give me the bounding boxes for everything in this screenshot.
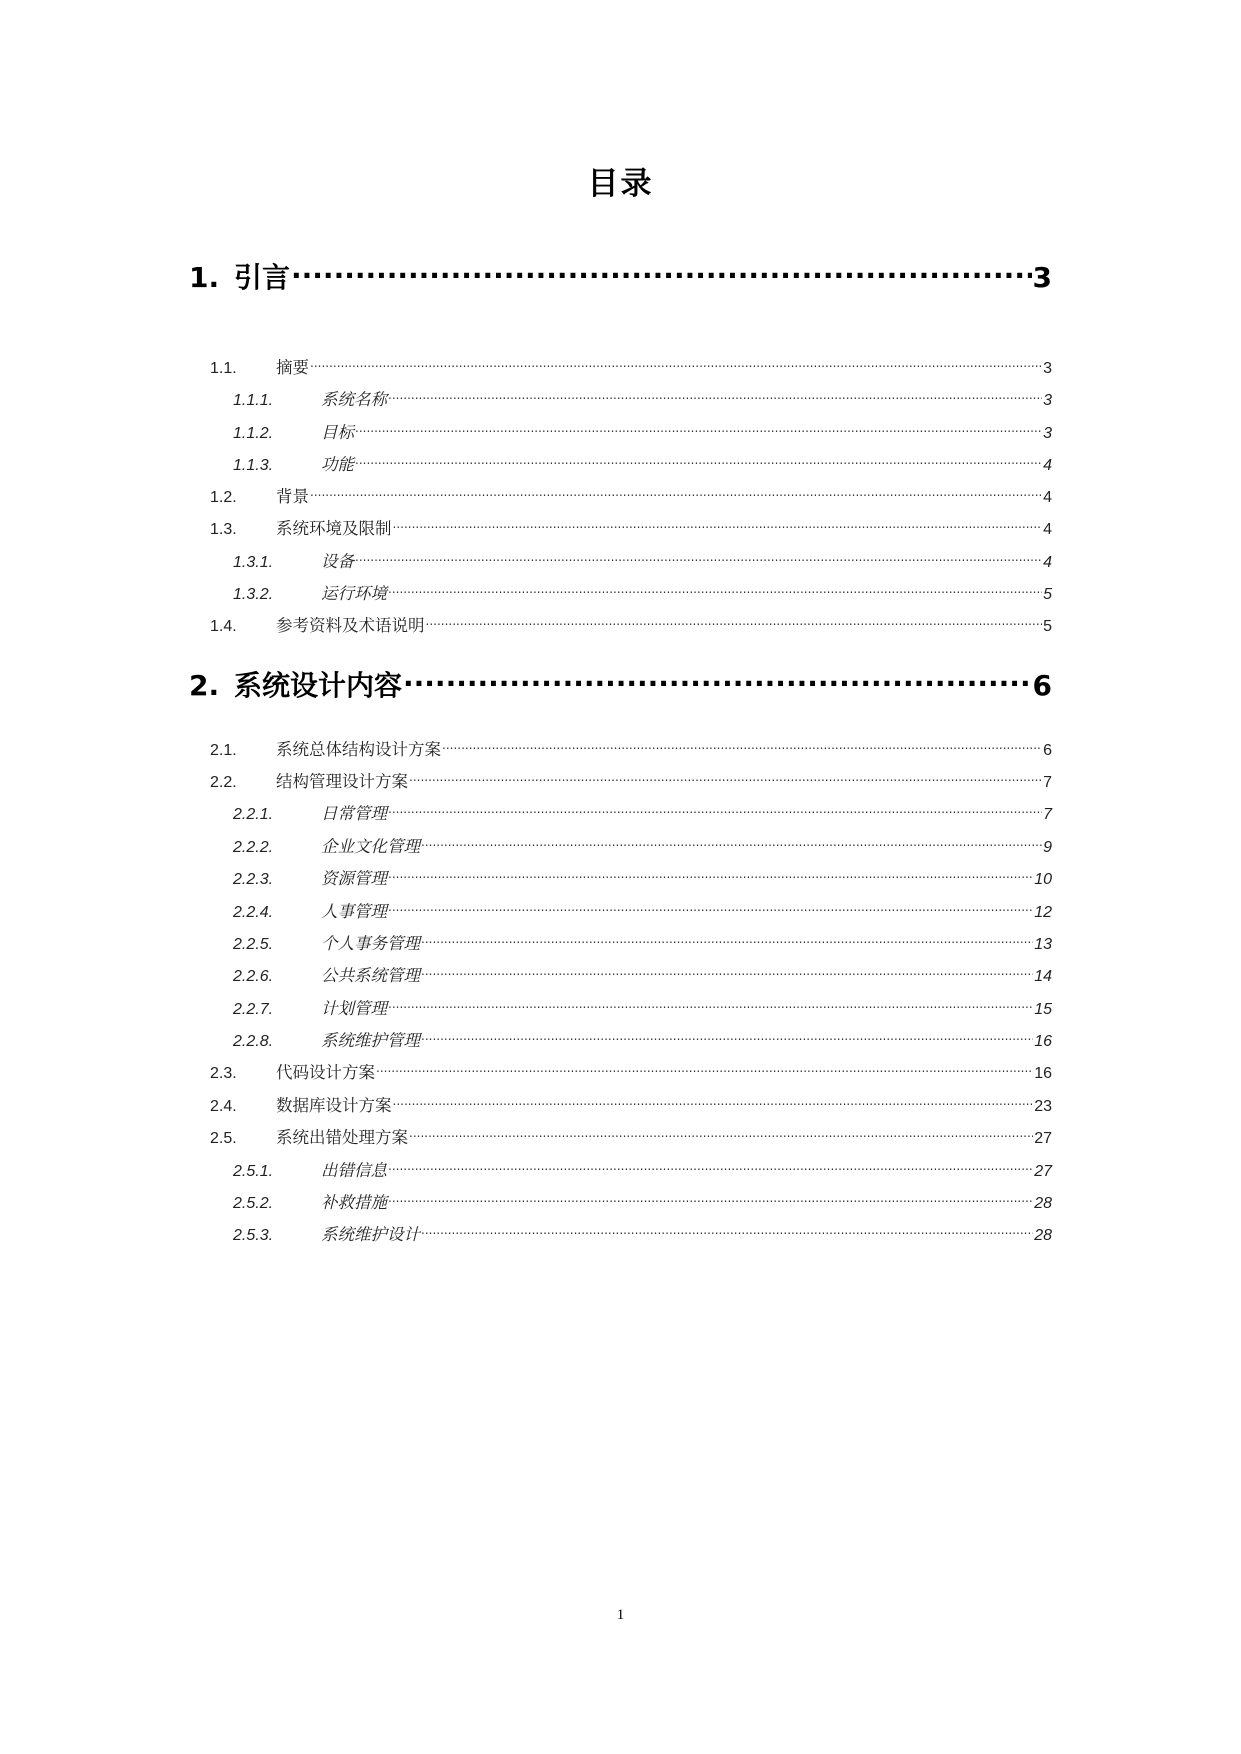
- toc-entry-page: 14: [1034, 968, 1052, 985]
- toc-dot-leader: [393, 518, 1043, 535]
- toc-entry-2-2-5[interactable]: [233, 930, 1052, 954]
- toc-dot-leader: [355, 422, 1042, 439]
- toc-entry-2-2-8[interactable]: [233, 1027, 1052, 1051]
- toc-entry-number: 2.2.8.: [233, 1033, 274, 1050]
- toc-entry-page: 10: [1034, 871, 1052, 888]
- toc-entry-1-2[interactable]: [210, 483, 1052, 507]
- toc-entry-label: 代码设计方案: [276, 1063, 375, 1082]
- toc-entry-page: 6: [1032, 669, 1052, 702]
- toc-entry-label: 人事管理: [321, 902, 387, 921]
- toc-dot-leader: [409, 771, 1042, 788]
- toc-dot-leader: [388, 868, 1033, 885]
- toc-entry-label: 系统维护设计: [321, 1225, 420, 1244]
- toc-entry-number: 2.1.: [210, 742, 237, 759]
- toc-entry-page: 3: [1032, 261, 1052, 294]
- toc-entry-page: 15: [1034, 1001, 1052, 1018]
- toc-entry-label: 出错信息: [321, 1161, 387, 1180]
- toc-entry-page: 12: [1034, 904, 1052, 921]
- toc-entry-page: 27: [1034, 1130, 1052, 1147]
- toc-entry-1[interactable]: [189, 256, 1052, 296]
- toc-dot-leader: [421, 1030, 1033, 1047]
- toc-entry-number: 2.2.: [210, 774, 237, 791]
- toc-entry-number: 1.2.: [210, 489, 237, 506]
- toc-entry-page: 27: [1034, 1163, 1052, 1180]
- toc-entry-label: 系统总体结构设计方案: [276, 740, 441, 759]
- toc-entry-label: 引言: [234, 261, 291, 294]
- toc-entry-label: 公共系统管理: [321, 966, 420, 985]
- toc-dot-leader: [442, 739, 1042, 756]
- toc-entry-1-1[interactable]: [210, 354, 1052, 378]
- toc-entry-page: 28: [1034, 1195, 1052, 1212]
- toc-entry-number: 2.3.: [210, 1065, 237, 1082]
- toc-entry-2-2-6[interactable]: [233, 962, 1052, 986]
- toc-dot-leader: [421, 836, 1042, 853]
- toc-entry-page: 4: [1043, 521, 1052, 538]
- toc-entry-2-5-2[interactable]: [233, 1189, 1052, 1213]
- toc-entry-page: 7: [1043, 806, 1052, 823]
- toc-entry-page: 4: [1043, 489, 1052, 506]
- toc-entry-label: 计划管理: [321, 999, 387, 1018]
- toc-dot-leader: [403, 667, 1032, 695]
- toc-entry-page: 23: [1034, 1098, 1052, 1115]
- toc-entry-label: 设备: [321, 552, 354, 571]
- toc-entry-page: 5: [1043, 586, 1052, 603]
- toc-entry-label: 系统环境及限制: [276, 519, 392, 538]
- toc-entry-page: 16: [1034, 1033, 1052, 1050]
- toc-entry-number: 2.2.2.: [233, 839, 274, 856]
- toc-entry-label: 系统出错处理方案: [276, 1128, 408, 1147]
- toc-entry-number: 2.2.4.: [233, 904, 274, 921]
- toc-dot-leader: [388, 1192, 1033, 1209]
- toc-entry-1-1-3[interactable]: [233, 451, 1052, 475]
- toc-entry-2-2-3[interactable]: [233, 865, 1052, 889]
- toc-entry-label: 个人事务管理: [321, 934, 420, 953]
- toc-entry-number: 2.: [189, 669, 220, 702]
- page-title: 目录: [587, 166, 654, 202]
- toc-entry-1-3[interactable]: [210, 515, 1052, 539]
- toc-entry-number: 2.2.6.: [233, 968, 274, 985]
- toc-entry-2-4[interactable]: [210, 1092, 1052, 1116]
- toc-dot-leader: [310, 357, 1042, 374]
- toc-entry-number: 1.3.: [210, 521, 237, 538]
- toc-entry-page: 16: [1034, 1065, 1052, 1082]
- toc-entry-number: 1.3.1.: [233, 554, 274, 571]
- toc-dot-leader: [388, 998, 1033, 1015]
- toc-dot-leader: [421, 1224, 1033, 1241]
- toc-entry-number: 1.1.2.: [233, 425, 274, 442]
- toc-entry-page: 4: [1043, 457, 1052, 474]
- toc-dot-leader: [393, 1095, 1034, 1112]
- toc-entry-label: 参考资料及术语说明: [276, 616, 425, 635]
- toc-entry-2-2-2[interactable]: [233, 833, 1052, 857]
- toc-entry-page: 9: [1043, 839, 1052, 856]
- toc-entry-2[interactable]: [189, 664, 1052, 704]
- toc-entry-label: 摘要: [276, 358, 309, 377]
- toc-entry-2-2[interactable]: [210, 768, 1052, 792]
- toc-entry-page: 3: [1043, 425, 1052, 442]
- toc-entry-number: 1.4.: [210, 618, 237, 635]
- toc-entry-2-5-3[interactable]: [233, 1221, 1052, 1245]
- toc-entry-1-1-1[interactable]: [233, 386, 1052, 410]
- toc-entry-2-3[interactable]: [210, 1059, 1052, 1083]
- toc-entry-number: 2.4.: [210, 1098, 237, 1115]
- toc-entry-1-1-2[interactable]: [233, 419, 1052, 443]
- toc-entry-page: 28: [1034, 1227, 1052, 1244]
- toc-dot-leader: [421, 965, 1033, 982]
- toc-entry-page: 7: [1043, 774, 1052, 791]
- page-number: 1: [616, 1607, 625, 1623]
- toc-entry-number: 2.5.: [210, 1130, 237, 1147]
- toc-entry-number: 2.5.3.: [233, 1227, 274, 1244]
- toc-entry-2-1[interactable]: [210, 736, 1052, 760]
- toc-entry-page: 5: [1043, 618, 1052, 635]
- toc-entry-label: 系统设计内容: [234, 669, 403, 702]
- toc-entry-page: 3: [1043, 360, 1052, 377]
- toc-dot-leader: [388, 901, 1033, 918]
- toc-entry-label: 目标: [321, 423, 354, 442]
- toc-dot-leader: [291, 259, 1032, 287]
- toc-entry-number: 1.3.2.: [233, 586, 274, 603]
- toc-entry-number: 1.1.: [210, 360, 237, 377]
- toc-dot-leader: [355, 551, 1042, 568]
- toc-entry-number: 1.: [189, 261, 220, 294]
- toc-entry-page: 4: [1043, 554, 1052, 571]
- toc-entry-number: 2.5.1.: [233, 1163, 274, 1180]
- toc-entry-2-2-1[interactable]: [233, 800, 1052, 824]
- toc-dot-leader: [355, 454, 1042, 471]
- toc-dot-leader: [388, 803, 1042, 820]
- toc-entry-1-3-1[interactable]: [233, 548, 1052, 572]
- toc-entry-1-3-2[interactable]: [233, 580, 1052, 604]
- toc-dot-leader: [409, 1127, 1033, 1144]
- toc-dot-leader: [310, 486, 1042, 503]
- toc-entry-page: 13: [1034, 936, 1052, 953]
- toc-entry-label: 数据库设计方案: [276, 1096, 392, 1115]
- toc-dot-leader: [376, 1062, 1033, 1079]
- toc-entry-2-5[interactable]: [210, 1124, 1052, 1148]
- toc-entry-label: 补救措施: [321, 1193, 387, 1212]
- toc-entry-number: 2.2.1.: [233, 806, 274, 823]
- toc-entry-label: 功能: [321, 455, 354, 474]
- toc-dot-leader: [421, 933, 1033, 950]
- toc-entry-number: 2.2.5.: [233, 936, 274, 953]
- toc-entry-number: 2.2.3.: [233, 871, 274, 888]
- toc-dot-leader: [388, 389, 1042, 406]
- toc-entry-label: 日常管理: [321, 804, 387, 823]
- toc-entry-label: 结构管理设计方案: [276, 772, 408, 791]
- toc-dot-leader: [388, 1160, 1033, 1177]
- toc-entry-1-4[interactable]: [210, 612, 1052, 636]
- toc-entry-label: 企业文化管理: [321, 837, 420, 856]
- toc-entry-2-5-1[interactable]: [233, 1157, 1052, 1181]
- toc-entry-number: 2.2.7.: [233, 1001, 274, 1018]
- toc-entry-page: 3: [1043, 392, 1052, 409]
- toc-dot-leader: [388, 583, 1042, 600]
- toc-entry-label: 资源管理: [321, 869, 387, 888]
- toc-entry-number: 1.1.1.: [233, 392, 274, 409]
- toc-entry-label: 背景: [276, 487, 309, 506]
- toc-entry-label: 系统名称: [321, 390, 387, 409]
- toc-entry-2-2-4[interactable]: [233, 898, 1052, 922]
- toc-entry-number: 1.1.3.: [233, 457, 274, 474]
- toc-entry-number: 2.5.2.: [233, 1195, 274, 1212]
- toc-entry-label: 运行环境: [321, 584, 387, 603]
- toc-entry-label: 系统维护管理: [321, 1031, 420, 1050]
- toc-entry-page: 6: [1043, 742, 1052, 759]
- toc-dot-leader: [426, 615, 1043, 632]
- toc-entry-2-2-7[interactable]: [233, 995, 1052, 1019]
